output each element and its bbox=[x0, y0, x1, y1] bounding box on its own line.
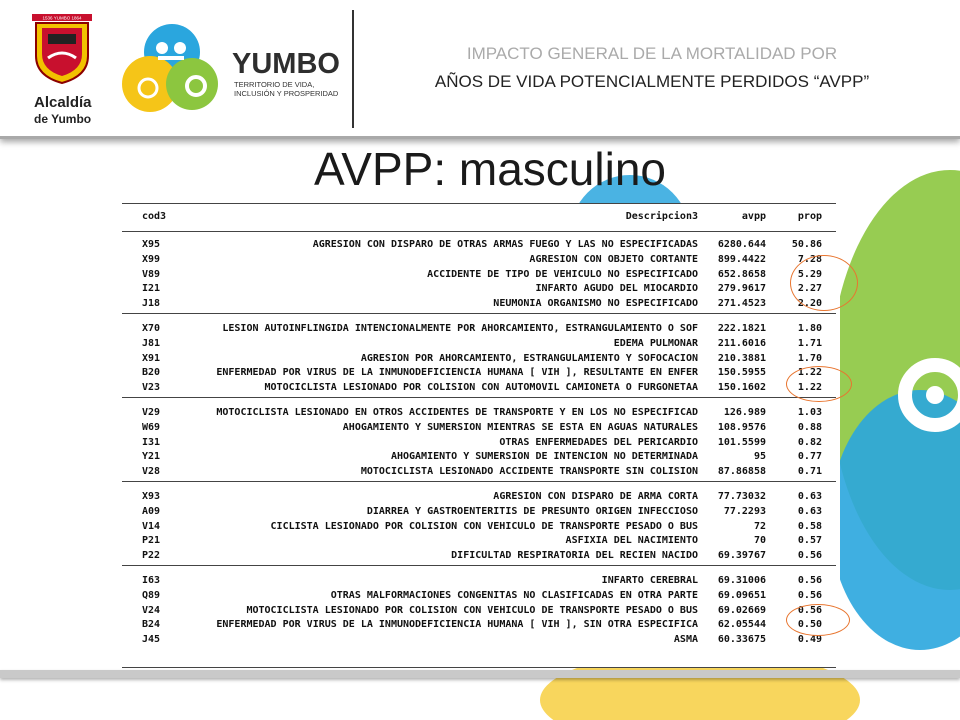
cod3-cell: X91 bbox=[142, 352, 161, 364]
cod3-cell: V89 bbox=[142, 268, 161, 280]
cod3-cell: V29 bbox=[142, 407, 161, 418]
avpp-cell: 69.31006 bbox=[717, 575, 766, 586]
annotation-circle-middle bbox=[786, 366, 852, 402]
bottom-bar bbox=[0, 670, 960, 678]
table-header-rule bbox=[122, 231, 836, 232]
descripcion3-cell: AHOGAMIENTO Y SUMERSION DE INTENCION NO DETERMINADA bbox=[390, 451, 698, 463]
prop-cell: 1.71 bbox=[797, 337, 822, 349]
descripcion3-cell: NEUMONIA ORGANISMO NO ESPECIFICADO bbox=[493, 298, 698, 310]
prop-cell: 1.03 bbox=[797, 407, 822, 418]
cod3-cell: V24 bbox=[142, 604, 161, 616]
cod3-cell: W69 bbox=[142, 421, 161, 433]
column-header-descripcion3: Descripcion3 bbox=[625, 211, 698, 222]
avpp-cell: 126.989 bbox=[723, 407, 766, 418]
prop-cell: 0.49 bbox=[797, 634, 822, 646]
cod3-cell: X99 bbox=[142, 253, 161, 265]
prop-cell: 50.86 bbox=[791, 239, 822, 250]
avpp-cell: 652.8658 bbox=[717, 268, 766, 280]
slide-title: AVPP: masculino bbox=[314, 143, 666, 195]
cod3-cell: V28 bbox=[142, 466, 161, 478]
descripcion3-cell: AGRESION CON DISPARO DE ARMA CORTA bbox=[493, 491, 698, 502]
prop-cell: 0.77 bbox=[797, 451, 822, 463]
prop-cell: 1.80 bbox=[797, 323, 822, 334]
avpp-cell: 70 bbox=[753, 535, 766, 547]
avpp-cell: 210.3881 bbox=[717, 352, 766, 364]
cod3-cell: J81 bbox=[142, 337, 161, 349]
prop-cell: 0.88 bbox=[797, 421, 822, 433]
cod3-cell: A09 bbox=[142, 505, 161, 517]
cod3-cell: Q89 bbox=[142, 589, 161, 601]
avpp-cell: 108.9576 bbox=[717, 421, 766, 433]
yumbo-wordmark: YUMBO bbox=[232, 48, 340, 80]
prop-cell: 0.82 bbox=[797, 436, 822, 448]
alcaldia-sub-label: de Yumbo bbox=[34, 112, 92, 126]
cod3-cell: X93 bbox=[142, 491, 161, 502]
descripcion3-cell: INFARTO CEREBRAL bbox=[601, 575, 698, 586]
alcaldia-logo-text bbox=[34, 94, 92, 128]
cod3-cell: I31 bbox=[142, 436, 161, 448]
descripcion3-cell: OTRAS ENFERMEDADES DEL PERICARDIO bbox=[499, 436, 698, 448]
avpp-cell: 77.2293 bbox=[723, 505, 766, 517]
header-title-line1: IMPACTO GENERAL DE LA MORTALIDAD POR bbox=[466, 44, 838, 63]
table-top-rule bbox=[122, 203, 836, 204]
prop-cell: 0.50 bbox=[797, 619, 822, 631]
descripcion3-cell: ENFERMEDAD POR VIRUS DE LA INMUNODEFICIENCIA HUMANA [ VIH ], SIN OTRA ESPECIFICA bbox=[216, 619, 698, 631]
prop-cell: 2.27 bbox=[797, 283, 822, 295]
header-title-line2: AÑOS DE VIDA POTENCIALMENTE PERDIDOS “AVPP” bbox=[434, 72, 870, 91]
avpp-cell: 271.4523 bbox=[717, 298, 766, 310]
yumbo-tagline: TERRITORIO DE VIDA, INCLUSIÓN Y PROSPERIDAD bbox=[234, 80, 339, 98]
avpp-cell: 62.05544 bbox=[717, 619, 766, 631]
descripcion3-cell: EDEMA PULMONAR bbox=[613, 337, 698, 349]
descripcion3-cell: INFARTO AGUDO DEL MIOCARDIO bbox=[535, 283, 698, 295]
descripcion3-cell: CICLISTA LESIONADO POR COLISION CON VEHICULO DE TRANSPORTE PESADO O BUS bbox=[270, 520, 698, 532]
prop-cell: 1.22 bbox=[797, 367, 822, 379]
descripcion3-cell: ACCIDENTE DE TIPO DE VEHICULO NO ESPECIFICADO bbox=[427, 268, 698, 280]
cod3-cell: B24 bbox=[142, 619, 161, 631]
descripcion3-cell: DIFICULTAD RESPIRATORIA DEL RECIEN NACIDO bbox=[451, 550, 698, 562]
descripcion3-cell: DIARREA Y GASTROENTERITIS DE PRESUNTO ORIGEN INFECCIOSO bbox=[366, 505, 698, 517]
group-separator bbox=[122, 481, 836, 482]
crest-banner-text: 1536 YUMBO 1864 bbox=[42, 15, 82, 21]
prop-cell: 0.56 bbox=[797, 604, 822, 616]
table-bottom-rule bbox=[122, 667, 836, 668]
descripcion3-cell: LESION AUTOINFLINGIDA INTENCIONALMENTE POR AHORCAMIENTO, ESTRANGULAMIENTO O SOF bbox=[222, 323, 698, 334]
cod3-cell: V14 bbox=[142, 520, 161, 532]
annotation-circle-bottom bbox=[786, 604, 850, 636]
descripcion3-cell: ENFERMEDAD POR VIRUS DE LA INMUNODEFICIENCIA HUMANA [ VIH ], RESULTANTE EN ENFER bbox=[216, 367, 698, 379]
avpp-cell: 69.02669 bbox=[717, 604, 766, 616]
column-header-prop: prop bbox=[797, 211, 822, 222]
avpp-cell: 60.33675 bbox=[717, 634, 766, 646]
cod3-cell: I21 bbox=[142, 283, 161, 295]
prop-cell: 7.28 bbox=[797, 253, 822, 265]
prop-cell: 0.63 bbox=[797, 491, 822, 502]
cod3-cell: P22 bbox=[142, 550, 161, 562]
avpp-cell: 95 bbox=[753, 451, 766, 463]
descripcion3-cell: MOTOCICLISTA LESIONADO EN OTROS ACCIDENTES DE TRANSPORTE Y EN LOS NO ESPECIFICAD bbox=[216, 407, 698, 418]
prop-cell: 0.56 bbox=[797, 550, 822, 562]
header bbox=[0, 0, 960, 139]
descripcion3-cell: MOTOCICLISTA LESIONADO ACCIDENTE TRANSPORTE SIN COLISION bbox=[360, 466, 698, 478]
annotation-circle-top bbox=[790, 255, 858, 311]
avpp-cell: 101.5599 bbox=[717, 436, 766, 448]
column-header-avpp: avpp bbox=[741, 211, 766, 222]
avpp-table bbox=[118, 203, 840, 668]
avpp-cell: 222.1821 bbox=[717, 323, 766, 334]
descripcion3-cell: MOTOCICLISTA LESIONADO POR COLISION CON AUTOMOVIL CAMIONETA O FURGONETAA bbox=[264, 382, 698, 394]
cod3-cell: P21 bbox=[142, 535, 161, 547]
prop-cell: 0.71 bbox=[797, 466, 822, 478]
column-header-cod3: cod3 bbox=[142, 211, 167, 222]
avpp-cell: 69.39767 bbox=[717, 550, 766, 562]
cod3-cell: X95 bbox=[142, 239, 161, 250]
group-separator bbox=[122, 397, 836, 398]
descripcion3-cell: AGRESION POR AHORCAMIENTO, ESTRANGULAMIENTO Y SOFOCACION bbox=[360, 352, 698, 364]
cod3-cell: Y21 bbox=[142, 451, 161, 463]
descripcion3-cell: AGRESION CON OBJETO CORTANTE bbox=[529, 253, 698, 265]
prop-cell: 0.56 bbox=[797, 575, 822, 586]
prop-cell: 1.22 bbox=[797, 382, 822, 394]
avpp-cell: 899.4422 bbox=[717, 253, 766, 265]
yumbo-logo-icon bbox=[120, 22, 220, 118]
header-divider bbox=[352, 10, 354, 128]
avpp-cell: 6280.644 bbox=[717, 239, 766, 250]
cod3-cell: V23 bbox=[142, 382, 161, 394]
prop-cell: 0.57 bbox=[797, 535, 822, 547]
descripcion3-cell: AHOGAMIENTO Y SUMERSION MIENTRAS SE ESTA EN AGUAS NATURALES bbox=[342, 421, 698, 433]
avpp-cell: 72 bbox=[753, 520, 766, 532]
avpp-cell: 279.9617 bbox=[717, 283, 766, 295]
avpp-cell: 87.86858 bbox=[717, 466, 766, 478]
cod3-cell: I63 bbox=[142, 575, 161, 586]
descripcion3-cell: MOTOCICLISTA LESIONADO POR COLISION CON VEHICULO DE TRANSPORTE PESADO O BUS bbox=[246, 604, 698, 616]
descripcion3-cell: ASFIXIA DEL NACIMIENTO bbox=[565, 535, 698, 547]
cod3-cell: B20 bbox=[142, 367, 161, 379]
descripcion3-cell: AGRESION CON DISPARO DE OTRAS ARMAS FUEGO Y LAS NO ESPECIFICADAS bbox=[312, 239, 698, 250]
prop-cell: 0.58 bbox=[797, 520, 822, 532]
descripcion3-cell: OTRAS MALFORMACIONES CONGENITAS NO CLASIFICADAS EN OTRA PARTE bbox=[330, 589, 698, 601]
table-header-row bbox=[118, 203, 840, 231]
avpp-cell: 77.73032 bbox=[717, 491, 766, 502]
prop-cell: 0.63 bbox=[797, 505, 822, 517]
avpp-cell: 150.1602 bbox=[717, 382, 766, 394]
descripcion3-cell: ASMA bbox=[673, 634, 698, 646]
prop-cell: 5.29 bbox=[797, 268, 822, 280]
avpp-cell: 69.09651 bbox=[717, 589, 766, 601]
prop-cell: 1.70 bbox=[797, 352, 822, 364]
avpp-cell: 211.6016 bbox=[717, 337, 766, 349]
group-separator bbox=[122, 313, 836, 314]
prop-cell: 0.56 bbox=[797, 589, 822, 601]
cod3-cell: J45 bbox=[142, 634, 161, 646]
cod3-cell: X70 bbox=[142, 323, 161, 334]
avpp-cell: 150.5955 bbox=[717, 367, 766, 379]
yumbo-crest-icon bbox=[30, 14, 94, 84]
cod3-cell: J18 bbox=[142, 298, 161, 310]
prop-cell: 2.20 bbox=[797, 298, 822, 310]
alcaldia-label: Alcaldía bbox=[34, 94, 92, 111]
group-separator bbox=[122, 565, 836, 566]
